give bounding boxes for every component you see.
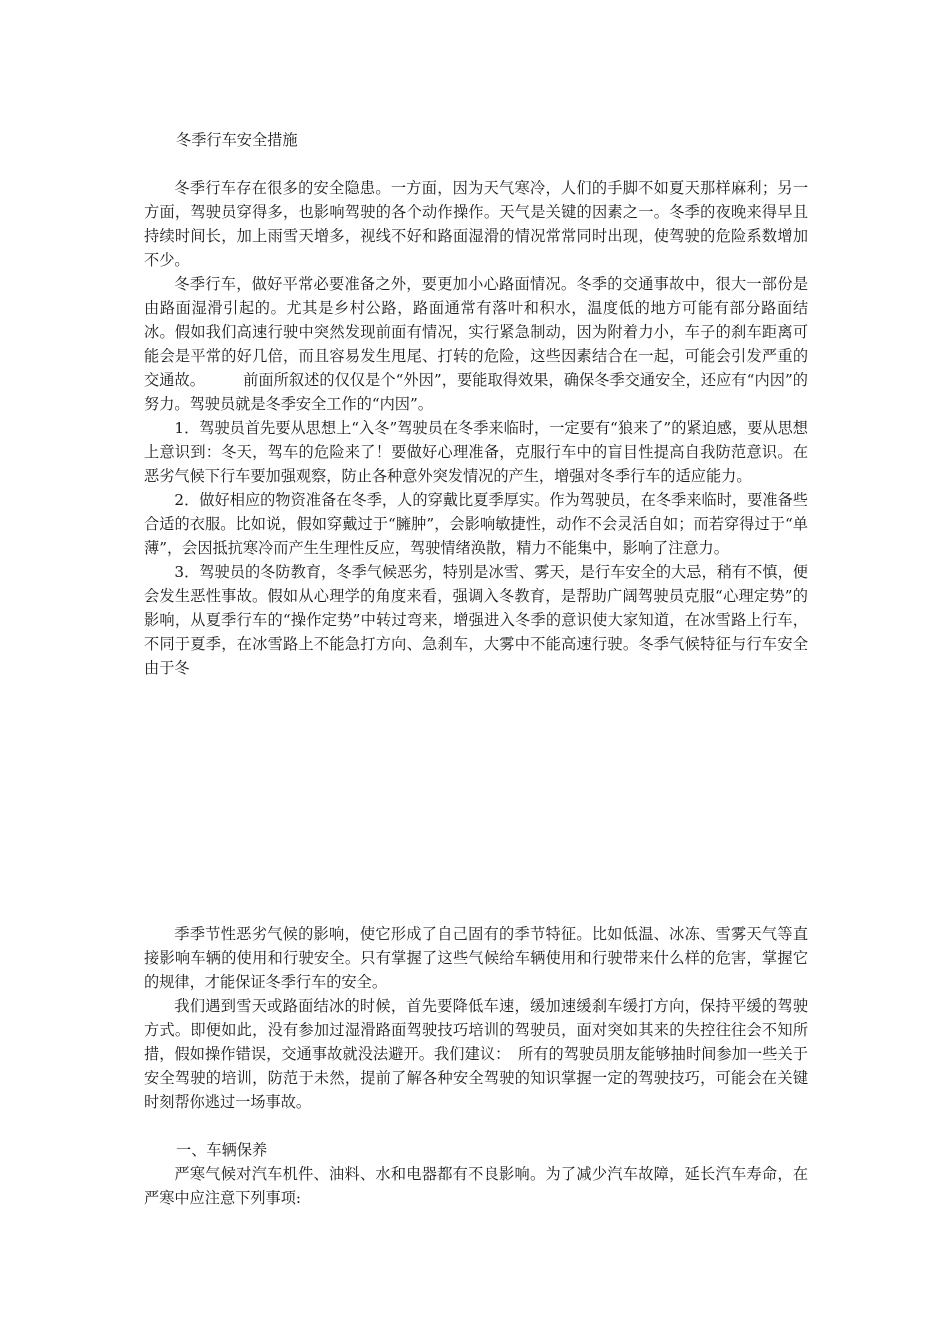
body-section-vehicle — [144, 1162, 808, 1210]
paragraph: 冬季行车，做好平常必要准备之外，要更加小心路面情况。冬季的交通事故中，很大一部份是由路面湿滑引起的。尤其是乡村公路，路面通常有落叶和积水，温度低的地方可能有部分路面结冰。假如我们高速行驶中突然发现前面有情况，实行紧急制动，因为附着力小，车子的刹车距离可能会是平常的好几倍，而且容易发生甩尾、打转的危险，这些因素结合在一起，可能会引发严重的交通故。 前面所叙述的仅仅是个“外因”，要能取得效果，确保冬季交通安全，还应有“内因”的努力。驾驶员就是冬季安全工作的“内因”。 — [144, 275, 808, 413]
paragraph: 严寒气候对汽车机件、油料、水和电器都有不良影响。为了减少汽车故障，延长汽车寿命，在严寒中应注意下列事项: — [144, 1165, 808, 1207]
paragraph: 季季节性恶劣气候的影响，使它形成了自己固有的季节特征。比如低温、冰冻、雪雾天气等直接影响车辆的使用和行驶安全。只有掌握了这些气候给车辆使用和行驶带来什么样的危害，掌握它的规律，才能保证冬季行车的安全。 — [144, 925, 808, 991]
paragraph: 我们遇到雪天或路面结冰的时候，首先要降低车速，缓加速缓刹车缓打方向，保持平缓的驾驶方式。即便如此，没有参加过湿滑路面驾驶技巧培训的驾驶员，面对突如其来的失控往往会不知所措，假如操作错误，交通事故就没法避开。我们建议： 所有的驾驶员朋友能够抽时间参加一些关于安全驾驶的培训，防范于未然，提前了解各种安全驾驶的知识掌握一定的驾驶技巧，可能会在关键时刻帮你逃过一场事故。 — [144, 997, 808, 1111]
document-title: 冬季行车安全措施 — [176, 131, 298, 149]
section-heading: 一、车辆保养 — [176, 1141, 268, 1159]
body-section-top — [144, 176, 808, 680]
paragraph: 冬季行车存在很多的安全隐患。一方面，因为天气寒冷，人们的手脚不如夏天那样麻利；另一方面，驾驶员穿得多，也影响驾驶的各个动作操作。天气是关键的因素之一。冬季的夜晚来得早且持续时间长，加上雨雪天增多，视线不好和路面湿滑的情况常常同时出现，使驾驶的危险系数增加不少。 — [144, 179, 808, 269]
paragraph: 2．做好相应的物资准备在冬季，人的穿戴比夏季厚实。作为驾驶员，在冬季来临时，要准备些合适的衣服。比如说，假如穿戴过于“臃肿”，会影响敏捷性，动作不会灵活自如；而若穿得过于“单薄”，会因抵抗寒冷而产生生理性反应，驾驶情绪涣散，精力不能集中，影响了注意力。 — [144, 491, 808, 557]
body-section-bottom — [144, 922, 808, 1114]
paragraph: 1．驾驶员首先要从思想上“入冬”驾驶员在冬季来临时，一定要有“狼来了”的紧迫感，要从思想上意识到：冬天，驾车的危险来了！要做好心理准备，克服行车中的盲目性提高自我防范意识。在恶劣气候下行车要加强观察，防止各种意外突发情况的产生，增强对冬季行车的适应能力。 — [144, 419, 808, 485]
paragraph: 3．驾驶员的冬防教育，冬季气候恶劣，特别是冰雪、雾天，是行车安全的大忌，稍有不慎，便会发生恶性事故。假如从心理学的角度来看，强调入冬教育，是帮助广阔驾驶员克服“心理定势”的影响，从夏季行车的“操作定势”中转过弯来，增强进入冬季的意识使大家知道，在冰雪路上行车，不同于夏季，在冰雪路上不能急打方向、急刹车，大雾中不能高速行驶。冬季气候特征与行车安全由于冬 — [144, 563, 808, 677]
